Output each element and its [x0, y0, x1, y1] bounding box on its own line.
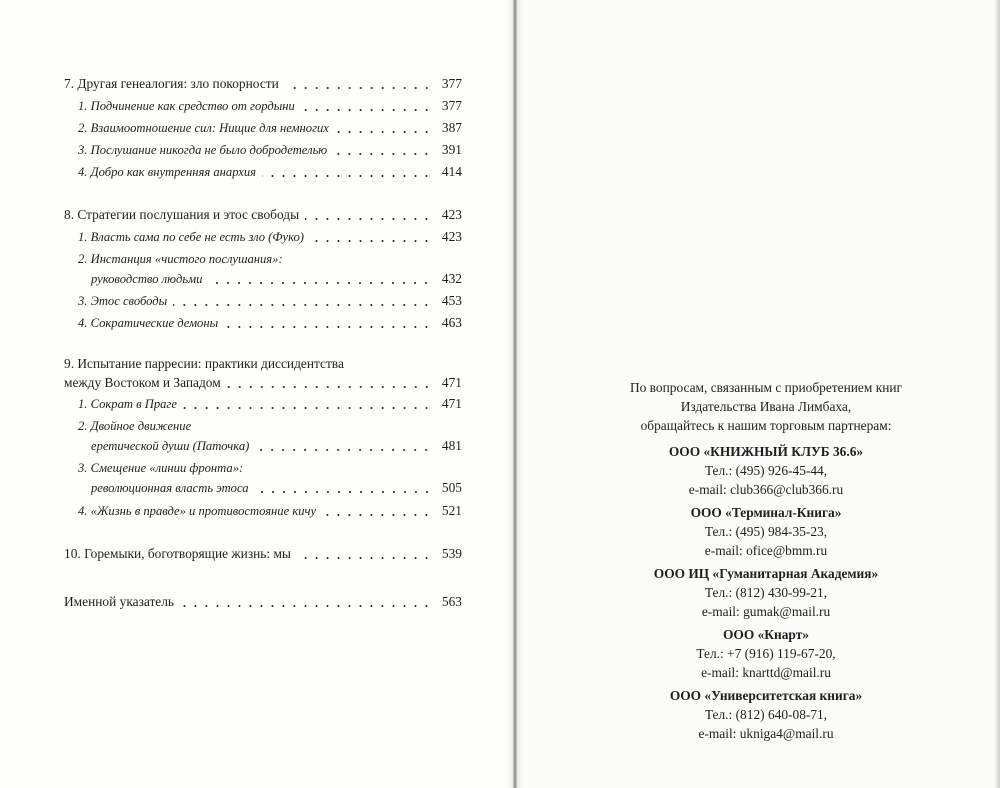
toc-chapter-9-line1[interactable]: [64, 354, 462, 374]
partner-email[interactable]: e-mail: club366@club366.ru: [688, 482, 844, 497]
partner-phone: Тел.: (495) 926-45-44,: [704, 463, 828, 478]
intro-line: Издательства Ивана Лимбаха,: [680, 399, 852, 414]
dot-leader: [255, 491, 432, 493]
toc-section-title: руководство людьми: [91, 272, 203, 286]
dot-leader: [297, 557, 432, 559]
dot-leader: [173, 304, 432, 306]
toc-section-title: 3. Послушание никогда не было добродетелью: [78, 143, 328, 157]
toc-section-7-1[interactable]: [78, 96, 462, 116]
toc-section-title: 1. Власть сама по себе не есть зло (Фуко): [78, 230, 304, 244]
dot-leader: [285, 87, 432, 89]
toc-section-title: 1. Подчинение как средство от гордыни: [78, 99, 295, 113]
dot-leader: [333, 153, 432, 155]
toc-section-9-4[interactable]: [78, 501, 462, 521]
intro-line: По вопросам, связанным с приобретением книг: [629, 380, 903, 395]
toc-page-number: 453: [441, 293, 462, 308]
partner-name: ООО «КНИЖНЫЙ КЛУБ 36.6»: [668, 444, 864, 459]
toc-page-number: 521: [441, 503, 462, 518]
toc-chapter-8[interactable]: [64, 205, 462, 225]
toc-section-7-2[interactable]: [78, 118, 462, 138]
partner-email[interactable]: e-mail: knarttd@mail.ru: [701, 665, 831, 680]
toc-page-number: 387: [441, 120, 462, 135]
toc-section-8-2-line1[interactable]: 2. Инстанция «чистого послушания»:: [78, 252, 283, 266]
book-gutter-shadow: [506, 0, 524, 788]
toc-section-title: 2. Взаимоотношение сил: Нищие для немногих: [78, 121, 329, 135]
partner-phone: Тел.: (812) 430-99-21,: [704, 585, 828, 600]
toc-section-8-4[interactable]: [78, 313, 462, 333]
toc-page-number: 414: [441, 164, 462, 179]
toc-section-9-2[interactable]: [78, 436, 462, 456]
partner-name: ООО «Университетская книга»: [669, 688, 863, 703]
partner-email[interactable]: e-mail: gumak@mail.ru: [701, 604, 831, 619]
dot-leader: [305, 218, 432, 220]
toc-section-9-3-line1[interactable]: 3. Смещение «линии фронта»:: [78, 461, 244, 475]
toc-section-title: еретической души (Паточка): [91, 439, 250, 453]
dot-leader: [255, 449, 432, 451]
partner-phone: Тел.: (812) 640-08-71,: [704, 707, 828, 722]
partner-email[interactable]: e-mail: uknigа4@mail.ru: [698, 726, 834, 741]
toc-chapter-title: 10. Горемыки, боготворящие жизнь: мы: [64, 546, 291, 561]
page-edge-shadow: [994, 0, 1000, 788]
toc-section-8-3[interactable]: [78, 291, 462, 311]
dot-leader: [227, 386, 432, 388]
toc-section-title: революционная власть этоса: [91, 481, 249, 495]
toc-index[interactable]: [64, 592, 462, 612]
toc-section-title: 4. Добро как внутренняя анархия: [78, 165, 256, 179]
partner-email[interactable]: e-mail: ofice@bmm.ru: [704, 543, 828, 558]
dot-leader: [224, 326, 432, 328]
toc-chapter-7[interactable]: [64, 74, 462, 94]
toc-chapter-title: 8. Стратегии послушания и этос свободы: [64, 207, 300, 222]
toc-section-7-3[interactable]: [78, 140, 462, 160]
toc-page-number: 423: [441, 207, 462, 222]
partner-name: ООО «Терминал-Книга»: [690, 505, 842, 520]
toc-section-8-1[interactable]: [78, 227, 462, 247]
toc-page-number: 539: [441, 546, 462, 561]
toc-section-9-3[interactable]: [78, 478, 462, 498]
toc-page-number: 505: [441, 480, 462, 495]
toc-chapter-10[interactable]: [64, 544, 462, 564]
toc-page-number: 481: [441, 438, 462, 453]
dot-leader: [335, 131, 432, 133]
partner-phone: Тел.: (495) 984-35-23,: [704, 524, 828, 539]
toc-section-9-2-line1[interactable]: 2. Двойное движение: [78, 419, 192, 433]
intro-line: обращайтесь к нашим торговым партнерам:: [640, 418, 892, 433]
toc-chapter-title: 7. Другая генеалогия: зло покорности: [64, 76, 279, 91]
toc-page-number: 377: [441, 76, 462, 91]
toc-page-number: 432: [441, 271, 462, 286]
partner-phone: Тел.: +7 (916) 119-67-20,: [696, 646, 836, 661]
toc-section-9-1[interactable]: [78, 394, 462, 414]
dot-leader: [183, 407, 432, 409]
dot-leader: [208, 282, 432, 284]
partner-name: ООО ИЦ «Гуманитарная Академия»: [653, 566, 879, 581]
toc-page-number: 563: [441, 594, 462, 609]
toc-section-title: 4. Сократические демоны: [78, 316, 219, 330]
toc-page-number: 423: [441, 229, 462, 244]
toc-section-title: 4. «Жизнь в правде» и противостояние кичу: [78, 504, 317, 518]
dot-leader: [322, 514, 432, 516]
dot-leader: [310, 240, 432, 242]
toc-page-number: 463: [441, 315, 462, 330]
toc-chapter-9[interactable]: [64, 373, 462, 393]
toc-section-7-4[interactable]: [78, 162, 462, 182]
toc-page-number: 471: [441, 375, 462, 390]
toc-index-title: Именной указатель: [64, 594, 175, 609]
toc-section-title: 3. Этос свободы: [78, 294, 168, 308]
dot-leader: [301, 109, 432, 111]
partner-name: ООО «Кнарт»: [723, 627, 809, 642]
toc-section-title: 1. Сократ в Праге: [78, 397, 177, 411]
toc-chapter-title: 9. Испытание парресии: практики диссидентства: [64, 356, 344, 371]
toc-chapter-title: между Востоком и Западом: [64, 375, 221, 390]
toc-page-number: 377: [441, 98, 462, 113]
toc-page-number: 471: [441, 396, 462, 411]
dot-leader: [262, 175, 432, 177]
dot-leader: [180, 605, 432, 607]
toc-page-number: 391: [441, 142, 462, 157]
toc-section-8-2[interactable]: [78, 269, 462, 289]
